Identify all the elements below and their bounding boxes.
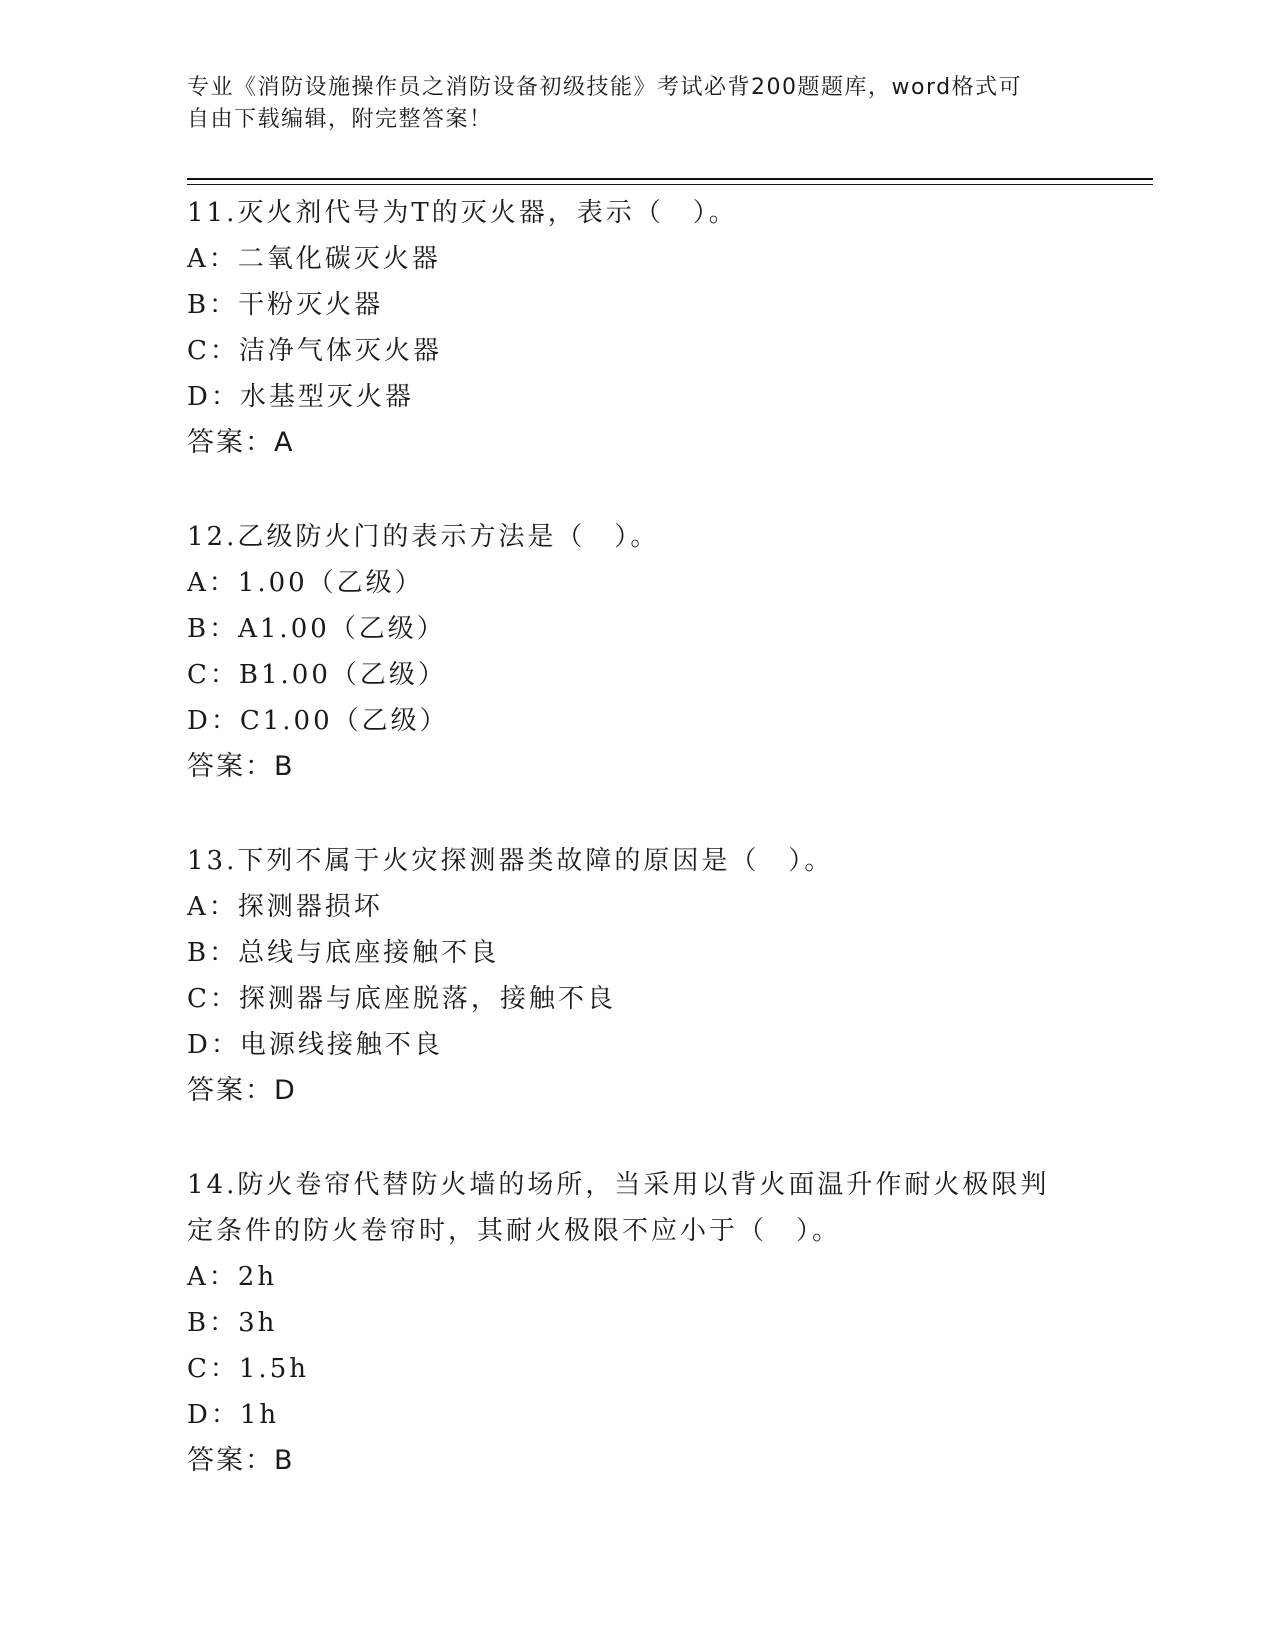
answer-text: 答案：B <box>187 751 295 782</box>
question-14 <box>187 1162 1087 1484</box>
option-d: D：水基型灭火器 <box>187 382 414 412</box>
option-a: A：1.00（乙级） <box>187 568 424 598</box>
question-11 <box>187 190 1087 466</box>
option-a: A：探测器损坏 <box>187 892 383 922</box>
question-list <box>187 190 1087 1484</box>
option-c: C：探测器与底座脱落，接触不良 <box>187 984 616 1014</box>
question-stem: 13.下列不属于火灾探测器类故障的原因是（ ）。 <box>187 846 834 876</box>
option-d: D：电源线接触不良 <box>187 1030 443 1060</box>
option-c: C：B1.00（乙级） <box>187 660 447 690</box>
option-a: A：2h <box>187 1262 278 1292</box>
question-13 <box>187 838 1087 1114</box>
answer-text: 答案：B <box>187 1445 295 1476</box>
header-title-line-1: 专业《消防设施操作员之消防设备初级技能》考试必背200题题库，word格式可 <box>187 75 1023 100</box>
question-12 <box>187 514 1087 790</box>
document-header <box>187 72 1087 136</box>
option-b: B：A1.00（乙级） <box>187 614 446 644</box>
option-c: C：洁净气体灭火器 <box>187 336 442 366</box>
header-divider-thick <box>187 178 1153 180</box>
option-b: B：3h <box>187 1308 278 1338</box>
question-stem: 14.防火卷帘代替防火墙的场所，当采用以背火面温升作耐火极限判定条件的防火卷帘时，其耐火极限不应小于（ ）。 <box>187 1170 1050 1246</box>
header-title-line-2: 自由下载编辑，附完整答案！ <box>187 107 493 132</box>
answer-text: 答案：D <box>187 1075 297 1106</box>
answer-text: 答案：A <box>187 427 295 458</box>
header-divider-thin <box>187 184 1153 185</box>
option-d: D：C1.00（乙级） <box>187 706 449 736</box>
option-b: B：总线与底座接触不良 <box>187 938 500 968</box>
option-d: D：1h <box>187 1400 280 1430</box>
option-a: A：二氧化碳灭火器 <box>187 244 441 274</box>
option-c: C：1.5h <box>187 1354 309 1384</box>
option-b: B：干粉灭火器 <box>187 290 384 320</box>
question-stem: 11.灭火剂代号为T的灭火器，表示（ ）。 <box>187 198 738 228</box>
question-stem: 12.乙级防火门的表示方法是（ ）。 <box>187 522 660 552</box>
